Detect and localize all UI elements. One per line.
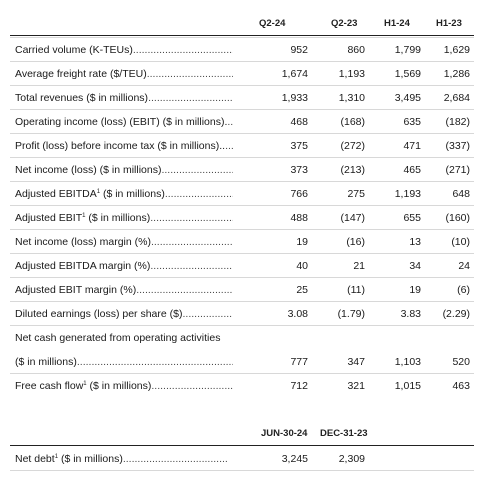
row-label (15, 356, 233, 368)
row-label-text: Net cash generated from operating activities (15, 332, 221, 344)
cell-value: (160) (445, 212, 470, 224)
footnote-marker: 1 (82, 213, 86, 219)
row-divider (10, 85, 474, 86)
cell-value: 860 (347, 44, 365, 56)
cell-value: 465 (403, 164, 421, 176)
row-label-text: Carried volume (K-TEUs) (15, 44, 133, 56)
cell-value: 21 (353, 260, 365, 272)
row-label-suffix: ($ in millions) (100, 188, 165, 200)
cell-value: 1,015 (394, 380, 421, 392)
net-debt-row (0, 446, 502, 470)
footnote-marker: 1 (83, 381, 87, 387)
table-row (0, 277, 502, 301)
cell-value: 468 (290, 116, 308, 128)
cell-value: 777 (290, 356, 308, 368)
row-label (15, 212, 233, 224)
row-label-text: Operating income (loss) (EBIT) ($ in millions). (15, 116, 228, 128)
cell-value: 655 (403, 212, 421, 224)
footnote-marker: 1 (54, 454, 59, 460)
row-label-text: Average freight rate ($/TEU) (15, 68, 147, 80)
row-divider (10, 229, 474, 230)
table-row (0, 229, 502, 253)
table-row (0, 349, 502, 373)
cell-value: 463 (452, 380, 470, 392)
cell-value: 488 (290, 212, 308, 224)
row-divider (10, 133, 474, 134)
row-divider (10, 253, 474, 254)
row-label (15, 140, 233, 152)
row-divider (10, 325, 474, 326)
cell-value: 1,933 (281, 92, 308, 104)
cell-value: 2,684 (443, 92, 470, 104)
cell-value: 3.08 (287, 308, 308, 320)
row-label-text: Adjusted EBIT (15, 212, 83, 224)
row-label (15, 284, 233, 296)
row-label (15, 453, 228, 465)
cell-value: 24 (458, 260, 470, 272)
cell-value: 19 (409, 284, 421, 296)
cell-value: 635 (403, 116, 421, 128)
row-label-suffix: ($ in millions) (86, 380, 152, 392)
table-row (0, 205, 502, 229)
row-divider (10, 37, 474, 38)
table-row (0, 373, 502, 397)
cell-value: (271) (445, 164, 470, 176)
bottom-rule (10, 470, 474, 471)
cell-value: (168) (340, 116, 365, 128)
cell-value: 25 (296, 284, 308, 296)
cell-value: 1,193 (338, 68, 365, 80)
cell-value: 471 (403, 140, 421, 152)
row-label-text: Free cash flow (15, 380, 84, 392)
cell-value: (10) (451, 236, 470, 248)
column-header-dec-31-23: DEC-31-23 (320, 428, 368, 439)
cell-value: 375 (290, 140, 308, 152)
cell-value: 1,310 (338, 92, 365, 104)
cell-value: 1,799 (394, 44, 421, 56)
cell-value: 1,569 (394, 68, 421, 80)
row-label-text: Net debt (15, 453, 55, 465)
cell-value: (213) (340, 164, 365, 176)
row-label (15, 92, 233, 104)
cell-value: (182) (445, 116, 470, 128)
header-rule (10, 35, 474, 36)
column-header-h1-23: H1-23 (436, 18, 462, 29)
cell-value: (1.79) (337, 308, 365, 320)
cell-value: 347 (347, 356, 365, 368)
column-header-q2-24: Q2-24 (259, 18, 286, 29)
cell-value: 321 (347, 380, 365, 392)
row-divider (10, 277, 474, 278)
row-label-text: ($ in millions) (15, 356, 77, 368)
cell-value: (6) (457, 284, 470, 296)
table-row (0, 61, 502, 85)
row-label-text: Adjusted EBIT margin (%) (15, 284, 137, 296)
row-divider (10, 61, 474, 62)
column-header-q2-23: Q2-23 (331, 18, 358, 29)
row-divider (10, 301, 474, 302)
table-row (0, 301, 502, 325)
cell-value: 3.83 (400, 308, 421, 320)
row-label-text: Total revenues ($ in millions) (15, 92, 149, 104)
row-divider (10, 373, 474, 374)
table-row (0, 253, 502, 277)
table-row (0, 109, 502, 133)
cell-value: (2.29) (442, 308, 470, 320)
row-label (15, 308, 233, 320)
cell-value: 34 (409, 260, 421, 272)
row-label (15, 188, 233, 200)
cell-value: 520 (452, 356, 470, 368)
row-label (15, 380, 233, 392)
row-label-suffix: ($ in millions) (85, 212, 151, 224)
row-label (15, 260, 233, 272)
row-label (15, 116, 233, 128)
cell-value: 373 (290, 164, 308, 176)
row-divider (10, 181, 474, 182)
cell-value: 1,193 (394, 188, 421, 200)
cell-value: 40 (296, 260, 308, 272)
row-label (15, 332, 233, 344)
column-header-h1-24: H1-24 (384, 18, 410, 29)
cell-value: 766 (290, 188, 308, 200)
cell-value: 1,629 (443, 44, 470, 56)
cell-value: (11) (347, 284, 365, 296)
row-divider (10, 157, 474, 158)
row-label (15, 68, 233, 80)
row-label-text: Diluted earnings (loss) per share ($) (15, 308, 183, 320)
table-row (0, 157, 502, 181)
cell-value: 3,495 (394, 92, 421, 104)
cell-value: (272) (340, 140, 365, 152)
row-label-suffix: ($ in millions) (58, 453, 123, 465)
row-divider (10, 109, 474, 110)
row-label (15, 164, 233, 176)
footnote-marker: 1 (96, 189, 101, 195)
cell-value: 1,103 (394, 356, 421, 368)
row-label (15, 44, 233, 56)
row-label-text: Adjusted EBITDA (15, 188, 97, 200)
cell-value: (337) (445, 140, 470, 152)
row-divider (10, 205, 474, 206)
cell-value: 2,309 (338, 453, 365, 465)
table-row (0, 181, 502, 205)
table-row (0, 133, 502, 157)
cell-value: (147) (340, 212, 365, 224)
cell-value: 712 (290, 380, 308, 392)
table-row (0, 85, 502, 109)
cell-value: (16) (346, 236, 365, 248)
cell-value: 648 (452, 188, 470, 200)
row-label-text: Net income (loss) margin (%) (15, 236, 151, 248)
cell-value: 1,286 (443, 68, 470, 80)
cell-value: 275 (347, 188, 365, 200)
row-label-text: Profit (loss) before income tax ($ in millions).. (15, 140, 226, 152)
column-header-jun-30-24: JUN-30-24 (261, 428, 308, 439)
cell-value: 952 (290, 44, 308, 56)
row-label (15, 236, 233, 248)
cell-value: 3,245 (281, 453, 308, 465)
cell-value: 19 (296, 236, 308, 248)
table-row (0, 37, 502, 61)
cell-value: 13 (409, 236, 421, 248)
table-row (0, 325, 502, 349)
row-label-text: Net income (loss) ($ in millions) (15, 164, 162, 176)
cell-value: 1,674 (281, 68, 308, 80)
row-label-text: Adjusted EBITDA margin (%) (15, 260, 151, 272)
